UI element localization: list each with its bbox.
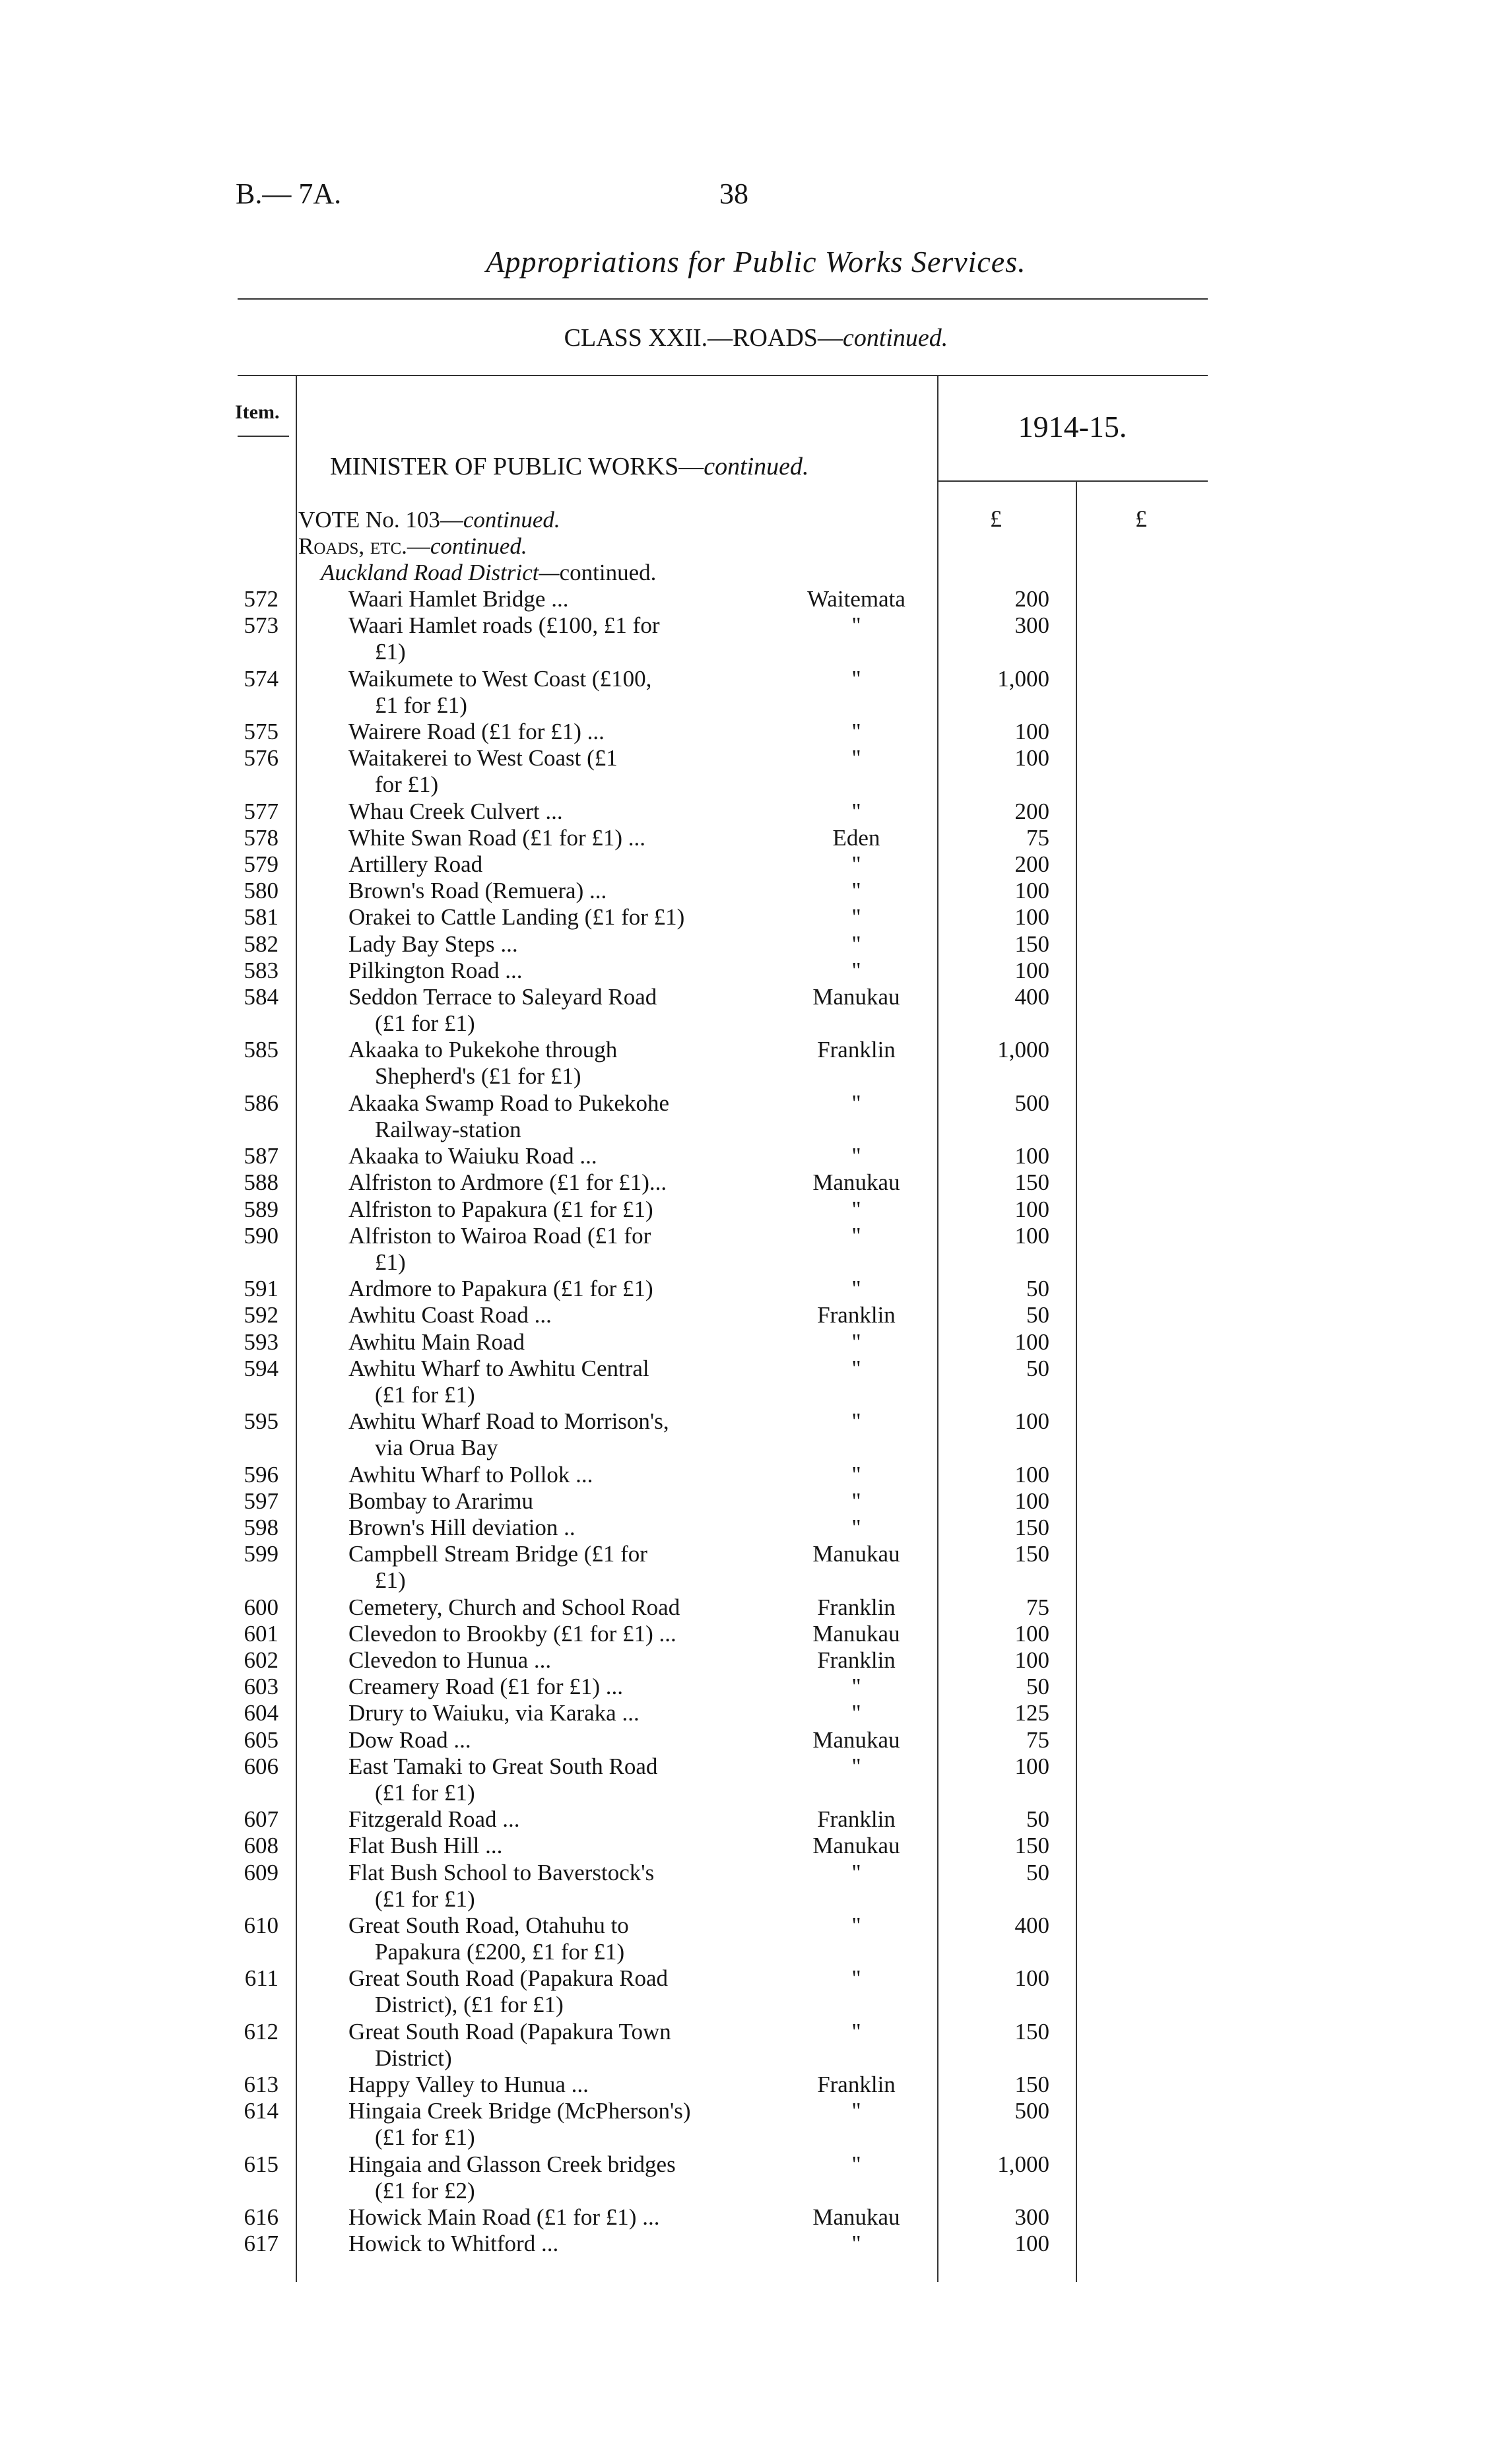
description-continuation: District) [375, 2045, 452, 2071]
description-line: Dow Road ... [348, 1727, 471, 1753]
item-number: 602 [244, 1647, 279, 1673]
item-description [348, 1541, 748, 1594]
item-district: " [851, 1329, 861, 1355]
item-district: " [851, 666, 861, 692]
item-district: " [851, 1753, 861, 1779]
description-line: Creamery Road (£1 for £1) ... [348, 1674, 623, 1699]
minister-main: MINISTER OF PUBLIC WORKS— [330, 453, 704, 480]
description-line: Waitakerei to West Coast (£1 [348, 745, 618, 771]
description-line: Great South Road (Papakura Road [348, 1965, 669, 1991]
description-line: Hingaia Creek Bridge (McPherson's) [348, 2098, 691, 2124]
item-number: 606 [244, 1753, 279, 1779]
description-continuation: for £1) [375, 771, 439, 797]
item-amount: 300 [1014, 2204, 1049, 2230]
description-line: Pilkington Road ... [348, 958, 523, 983]
item-amount: 75 [1026, 825, 1049, 851]
item-district: " [851, 2098, 861, 2124]
item-district: " [851, 931, 861, 957]
item-district: " [851, 1090, 861, 1116]
item-description [348, 1806, 748, 1833]
item-amount: 150 [1014, 2019, 1049, 2045]
item-number: 575 [244, 719, 279, 744]
item-number: 598 [244, 1515, 279, 1540]
item-number: 588 [244, 1169, 279, 1195]
item-district: " [851, 2231, 861, 2256]
item-district: " [851, 719, 861, 744]
item-district: " [851, 1356, 861, 1381]
item-district: Manukau [812, 1541, 900, 1567]
description-line: Happy Valley to Hunua ... [348, 2072, 589, 2097]
item-amount: 1,000 [997, 2151, 1049, 2177]
item-district: " [851, 1913, 861, 1938]
item-description [348, 1169, 748, 1196]
description-line: Ardmore to Papakura (£1 for £1) [348, 1276, 653, 1301]
item-district: " [851, 612, 861, 638]
item-amount: 50 [1026, 1860, 1049, 1885]
item-number: 581 [244, 904, 279, 930]
item-description [348, 2072, 748, 2098]
item-amount: 400 [1014, 984, 1049, 1010]
item-number: 579 [244, 851, 279, 877]
item-description [348, 666, 748, 719]
item-amount: 100 [1014, 958, 1049, 983]
item-description [348, 1965, 748, 2018]
item-district: Manukau [812, 1169, 900, 1195]
item-amount: 75 [1026, 1594, 1049, 1620]
item-amount: 75 [1026, 1727, 1049, 1753]
item-amount: 150 [1014, 2072, 1049, 2097]
item-district: " [851, 745, 861, 771]
item-number: 592 [244, 1302, 279, 1328]
item-district: Waitemata [807, 586, 905, 612]
description-line: East Tamaki to Great South Road [348, 1753, 658, 1779]
item-amount: 150 [1014, 1833, 1049, 1858]
item-amount: 100 [1014, 1621, 1049, 1647]
item-number: 591 [244, 1276, 279, 1301]
description-line: Alfriston to Wairoa Road (£1 for [348, 1223, 651, 1249]
item-number: 580 [244, 878, 279, 903]
item-description [348, 1727, 748, 1753]
item-description [348, 1223, 748, 1276]
item-amount: 100 [1014, 1408, 1049, 1434]
item-district: Manukau [812, 1727, 900, 1753]
item-amount: 500 [1014, 2098, 1049, 2124]
item-description [348, 1594, 748, 1621]
description-continuation: Papakura (£200, £1 for £1) [375, 1939, 625, 1965]
description-line: Waari Hamlet roads (£100, £1 for [348, 612, 660, 638]
item-amount: 150 [1014, 1169, 1049, 1195]
item-district: " [851, 1196, 861, 1222]
description-continuation: Railway-station [375, 1117, 521, 1142]
currency-symbol-1: £ [990, 506, 1002, 532]
item-description [348, 1753, 748, 1806]
item-district: Manukau [812, 1833, 900, 1858]
description-line: Waikumete to West Coast (£100, [348, 666, 652, 692]
item-amount: 100 [1014, 1196, 1049, 1222]
description-line: Flat Bush Hill ... [348, 1833, 503, 1858]
description-line: Cemetery, Church and School Road [348, 1594, 680, 1620]
item-district: " [851, 1674, 861, 1699]
description-line: Flat Bush School to Baverstock's [348, 1860, 655, 1885]
item-description [348, 958, 748, 984]
item-number: 578 [244, 825, 279, 851]
description-line: Akaaka to Waiuku Road ... [348, 1143, 597, 1169]
description-line: Artillery Road [348, 851, 483, 877]
description-continuation: Shepherd's (£1 for £1) [375, 1063, 581, 1089]
description-line: Fitzgerald Road ... [348, 1806, 520, 1832]
item-number: 603 [244, 1674, 279, 1699]
page-title: Appropriations for Public Works Services. [486, 245, 1026, 278]
item-description [348, 586, 748, 612]
item-description [348, 2231, 748, 2257]
class-title-main: CLASS XXII.—ROADS— [564, 324, 843, 352]
item-description [348, 799, 748, 825]
item-amount: 1,000 [997, 666, 1049, 692]
item-description [348, 1462, 748, 1488]
item-district: " [851, 878, 861, 903]
item-district: Franklin [817, 1594, 896, 1620]
description-line: Awhitu Wharf to Pollok ... [348, 1462, 593, 1488]
item-amount: 500 [1014, 1090, 1049, 1116]
item-district: Manukau [812, 2204, 900, 2230]
item-number: 594 [244, 1356, 279, 1381]
item-amount: 100 [1014, 1647, 1049, 1673]
description-line: Great South Road, Otahuhu to [348, 1913, 629, 1938]
item-number: 590 [244, 1223, 279, 1249]
item-amount: 100 [1014, 1329, 1049, 1355]
item-district: " [851, 1408, 861, 1434]
description-line: Great South Road (Papakura Town [348, 2019, 671, 2045]
description-continuation: (£1 for £1) [375, 2124, 475, 2150]
item-description [348, 2019, 748, 2072]
item-district: " [851, 958, 861, 983]
item-amount: 100 [1014, 1143, 1049, 1169]
item-description [348, 825, 748, 851]
item-description [348, 984, 748, 1037]
description-line: Seddon Terrace to Saleyard Road [348, 984, 657, 1010]
item-district: " [851, 1515, 861, 1540]
currency-symbol-2: £ [1135, 506, 1147, 532]
item-amount: 125 [1014, 1700, 1049, 1726]
item-district: Franklin [817, 1647, 896, 1673]
item-number: 608 [244, 1833, 279, 1858]
item-number: 593 [244, 1329, 279, 1355]
page-code: B.— 7A. [236, 178, 342, 210]
item-district: " [851, 851, 861, 877]
item-description [348, 1196, 748, 1223]
item-description [348, 2204, 748, 2231]
item-amount: 100 [1014, 1753, 1049, 1779]
item-amount: 100 [1014, 719, 1049, 744]
description-line: Waari Hamlet Bridge ... [348, 586, 569, 612]
item-amount: 100 [1014, 878, 1049, 903]
description-line: Howick to Whitford ... [348, 2231, 559, 2256]
item-description [348, 878, 748, 904]
item-number: 599 [244, 1541, 279, 1567]
description-line: Alfriston to Papakura (£1 for £1) [348, 1196, 653, 1222]
description-line: Campbell Stream Bridge (£1 for [348, 1541, 647, 1567]
item-district: " [851, 2019, 861, 2045]
description-continuation: £1) [375, 1249, 406, 1275]
class-title-cont: continued. [842, 324, 948, 352]
item-amount: 50 [1026, 1356, 1049, 1381]
description-line: Clevedon to Brookby (£1 for £1) ... [348, 1621, 676, 1647]
item-amount: 50 [1026, 1276, 1049, 1301]
description-line: Brown's Road (Remuera) ... [348, 878, 607, 903]
item-number: 600 [244, 1594, 279, 1620]
item-district: Franklin [817, 2072, 896, 2097]
item-district: Eden [832, 825, 880, 851]
description-line: Brown's Hill deviation .. [348, 1515, 575, 1540]
district-cont: continued. [559, 560, 657, 585]
item-description [348, 1488, 748, 1515]
description-line: Drury to Waiuku, via Karaka ... [348, 1700, 640, 1726]
item-amount: 300 [1014, 612, 1049, 638]
item-amount: 50 [1026, 1806, 1049, 1832]
item-description [348, 1329, 748, 1356]
item-amount: 200 [1014, 851, 1049, 877]
description-line: Awhitu Coast Road ... [348, 1302, 552, 1328]
item-district: " [851, 1462, 861, 1488]
description-line: Wairere Road (£1 for £1) ... [348, 719, 605, 744]
item-amount: 100 [1014, 2231, 1049, 2256]
item-district: " [851, 1488, 861, 1514]
description-line: Awhitu Wharf to Awhitu Central [348, 1356, 649, 1381]
item-column-header: Item. [235, 401, 280, 423]
item-amount: 150 [1014, 1515, 1049, 1540]
item-district: " [851, 1965, 861, 1991]
item-description [348, 1276, 748, 1302]
item-number: 609 [244, 1860, 279, 1885]
description-line: Howick Main Road (£1 for £1) ... [348, 2204, 660, 2230]
item-number: 586 [244, 1090, 279, 1116]
item-amount: 400 [1014, 1913, 1049, 1938]
description-continuation: £1 for £1) [375, 692, 467, 718]
item-amount: 100 [1014, 745, 1049, 771]
item-amount: 200 [1014, 586, 1049, 612]
item-description [348, 1143, 748, 1169]
item-number: 614 [244, 2098, 279, 2124]
item-amount: 100 [1014, 1965, 1049, 1991]
item-district: " [851, 1860, 861, 1885]
description-line: Lady Bay Steps ... [348, 931, 518, 957]
item-number: 589 [244, 1196, 279, 1222]
item-district: " [851, 1223, 861, 1249]
description-continuation: District), (£1 for £1) [375, 1992, 564, 2017]
item-number: 576 [244, 745, 279, 771]
item-amount: 100 [1014, 1462, 1049, 1488]
description-line: Awhitu Wharf Road to Morrison's, [348, 1408, 669, 1434]
item-district: " [851, 799, 861, 824]
item-district: " [851, 1143, 861, 1169]
item-amount: 200 [1014, 799, 1049, 824]
item-number: 607 [244, 1806, 279, 1832]
item-amount: 50 [1026, 1674, 1049, 1699]
item-number: 596 [244, 1462, 279, 1488]
page-number: 38 [719, 178, 748, 210]
description-continuation: (£1 for £1) [375, 1010, 475, 1036]
item-description [348, 851, 748, 878]
item-description [348, 1647, 748, 1674]
vote-main: VOTE No. 103— [298, 507, 463, 533]
description-line: Bombay to Ararimu [348, 1488, 533, 1514]
item-number: 584 [244, 984, 279, 1010]
item-number: 617 [244, 2231, 279, 2256]
item-amount: 150 [1014, 931, 1049, 957]
item-description [348, 1515, 748, 1541]
item-number: 610 [244, 1913, 279, 1938]
item-number: 604 [244, 1700, 279, 1726]
description-continuation: £1) [375, 639, 406, 665]
description-continuation: £1) [375, 1567, 406, 1593]
item-district: Manukau [812, 984, 900, 1010]
item-amount: 100 [1014, 1488, 1049, 1514]
item-district: " [851, 1276, 861, 1301]
description-line: Akaaka to Pukekohe through [348, 1037, 618, 1063]
item-number: 616 [244, 2204, 279, 2230]
item-number: 611 [244, 1965, 279, 1991]
description-line: Akaaka Swamp Road to Pukekohe [348, 1090, 670, 1116]
item-amount: 100 [1014, 1223, 1049, 1249]
item-district: " [851, 1700, 861, 1726]
description-line: Whau Creek Culvert ... [348, 799, 563, 824]
year-heading: 1914-15. [1018, 410, 1127, 443]
item-district: Franklin [817, 1302, 896, 1328]
roads-main: Roads, etc.— [298, 533, 430, 559]
item-description [348, 1700, 748, 1726]
item-description [348, 1037, 748, 1090]
item-description [348, 1408, 748, 1461]
description-continuation: via Orua Bay [375, 1435, 498, 1460]
item-district: Franklin [817, 1037, 896, 1063]
item-number: 587 [244, 1143, 279, 1169]
item-number: 573 [244, 612, 279, 638]
item-number: 577 [244, 799, 279, 824]
item-district: Manukau [812, 1621, 900, 1647]
item-amount: 50 [1026, 1302, 1049, 1328]
item-number: 574 [244, 666, 279, 692]
item-district: " [851, 904, 861, 930]
roads-cont: continued. [430, 533, 527, 559]
item-number: 613 [244, 2072, 279, 2097]
district-main: Auckland Road District— [321, 560, 560, 585]
item-amount: 100 [1014, 904, 1049, 930]
description-continuation: (£1 for £1) [375, 1382, 475, 1408]
description-line: Alfriston to Ardmore (£1 for £1)... [348, 1169, 667, 1195]
item-number: 597 [244, 1488, 279, 1514]
description-line: Clevedon to Hunua ... [348, 1647, 552, 1673]
description-line: Hingaia and Glasson Creek bridges [348, 2151, 676, 2177]
item-number: 605 [244, 1727, 279, 1753]
item-number: 595 [244, 1408, 279, 1434]
item-description [348, 1833, 748, 1859]
item-amount: 1,000 [997, 1037, 1049, 1063]
item-description [348, 612, 748, 665]
item-description [348, 931, 748, 958]
description-continuation: (£1 for £2) [375, 2178, 475, 2204]
item-description [348, 1090, 748, 1143]
item-description [348, 719, 748, 745]
item-description [348, 1621, 748, 1647]
item-number: 612 [244, 2019, 279, 2045]
item-description [348, 1356, 748, 1408]
item-description [348, 745, 748, 798]
item-description [348, 2098, 748, 2151]
item-district: " [851, 2151, 861, 2177]
item-district: Franklin [817, 1806, 896, 1832]
description-line: White Swan Road (£1 for £1) ... [348, 825, 646, 851]
item-number: 585 [244, 1037, 279, 1063]
item-description [348, 904, 748, 931]
item-number: 572 [244, 586, 279, 612]
description-continuation: (£1 for £1) [375, 1886, 475, 1912]
description-line: Orakei to Cattle Landing (£1 for £1) [348, 904, 685, 930]
item-description [348, 1302, 748, 1328]
item-description [348, 1674, 748, 1700]
description-line: Awhitu Main Road [348, 1329, 525, 1355]
item-amount: 150 [1014, 1541, 1049, 1567]
item-description [348, 1913, 748, 1965]
item-number: 601 [244, 1621, 279, 1647]
minister-cont: continued. [704, 453, 809, 480]
description-continuation: (£1 for £1) [375, 1780, 475, 1806]
item-number: 583 [244, 958, 279, 983]
item-description [348, 1860, 748, 1913]
item-number: 615 [244, 2151, 279, 2177]
item-description [348, 2151, 748, 2204]
vote-cont: continued. [463, 507, 560, 533]
item-number: 582 [244, 931, 279, 957]
